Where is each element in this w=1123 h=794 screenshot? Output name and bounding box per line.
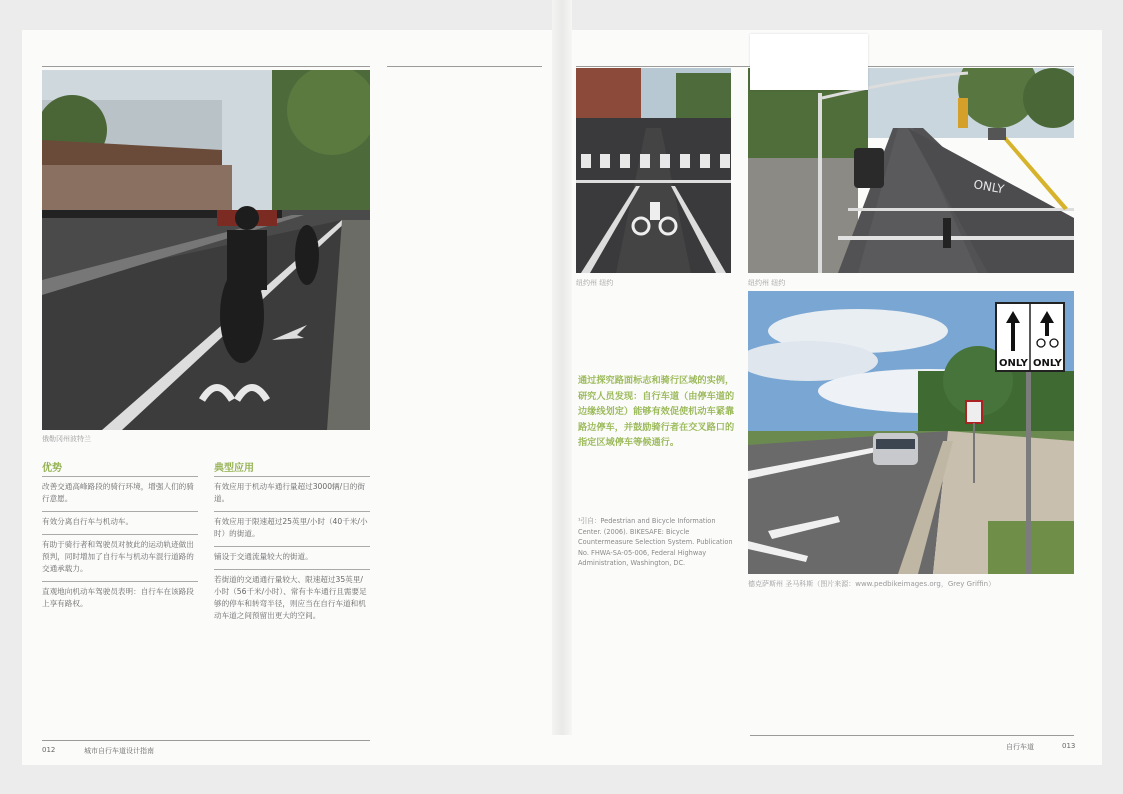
- top-rule-left: [42, 66, 370, 67]
- photo-caption-nyc-1: 纽约州 纽约: [576, 279, 614, 287]
- advantage-item: 有助于骑行者和驾驶员对彼此的运动轨迹做出预判，同时增加了自行车与机动车混行道路的交通承载力。: [42, 534, 198, 581]
- paper-tab: [750, 34, 868, 90]
- advantage-item: 直观地向机动车驾驶员表明：自行车在该路段上享有路权。: [42, 581, 198, 616]
- advantage-item: 有效分离自行车与机动车。: [42, 511, 198, 534]
- only-sign-text-1: ONLY: [999, 358, 1028, 369]
- photo-portland-bike-lane: [42, 70, 370, 430]
- photo-nyc-street: [748, 68, 1074, 273]
- photo-caption-portland: 俄勒冈州波特兰: [42, 435, 91, 443]
- applications-list: [214, 476, 370, 628]
- applications-heading: 典型应用: [214, 463, 254, 474]
- advantages-list: [42, 476, 198, 616]
- advantage-item: 改善交通高峰路段的骑行环境，增强人们的骑行意愿。: [42, 476, 198, 511]
- photo-nyc-bike-box: [576, 68, 731, 273]
- top-rule-left-2: [387, 66, 542, 67]
- application-item: 铺设于交通流量较大的街道。: [214, 546, 370, 569]
- page-number-right: 013: [1062, 742, 1076, 750]
- section-title: 自行车道: [1006, 743, 1034, 751]
- advantages-heading: 优势: [42, 463, 62, 474]
- application-item: 若街道的交通通行量较大、限速超过35英里/小时（56千米/小时）、常有卡车通行且需要足够的停车和转弯半径，则应当在自行车道和机动车道之间预留出更大的空间。: [214, 569, 370, 628]
- page-number-left: 012: [42, 746, 56, 754]
- footer-rule-left: [42, 740, 370, 741]
- road-marking-text: ONLY: [972, 177, 1006, 197]
- photo-caption-nyc-2: 纽约州 纽约: [748, 279, 786, 287]
- photo-san-marcos: [748, 291, 1074, 574]
- photo-caption-san-marcos: 德克萨斯州 圣马科斯（图片来源：www.pedbikeimages.org，Grey Griffin）: [748, 580, 996, 588]
- application-item: 有效应用于机动车通行量超过3000辆/日的街道。: [214, 476, 370, 511]
- book-title: 城市自行车道设计指南: [84, 747, 154, 755]
- reference-note: ¹引自：Pedestrian and Bicycle Information Center. (2006). BIKESAFE: Bicycle Countermeasure Selection System. Publication No. FHWA-SA-05-006, Federal Highway Administration, Washington, DC.: [578, 517, 733, 567]
- footer-rule-right: [750, 735, 1074, 736]
- only-sign-text-2: ONLY: [1033, 358, 1062, 369]
- application-item: 有效应用于限速超过25英里/小时（40千米/小时）的街道。: [214, 511, 370, 546]
- book-gutter: [552, 0, 572, 735]
- pull-quote: 通过探究路面标志和骑行区域的实例，研究人员发现：自行车道（由停车道的边缘线划定）能够有效促使机动车紧靠路边停车，并鼓励骑行者在交叉路口的指定区域停车等候通行。: [578, 375, 735, 449]
